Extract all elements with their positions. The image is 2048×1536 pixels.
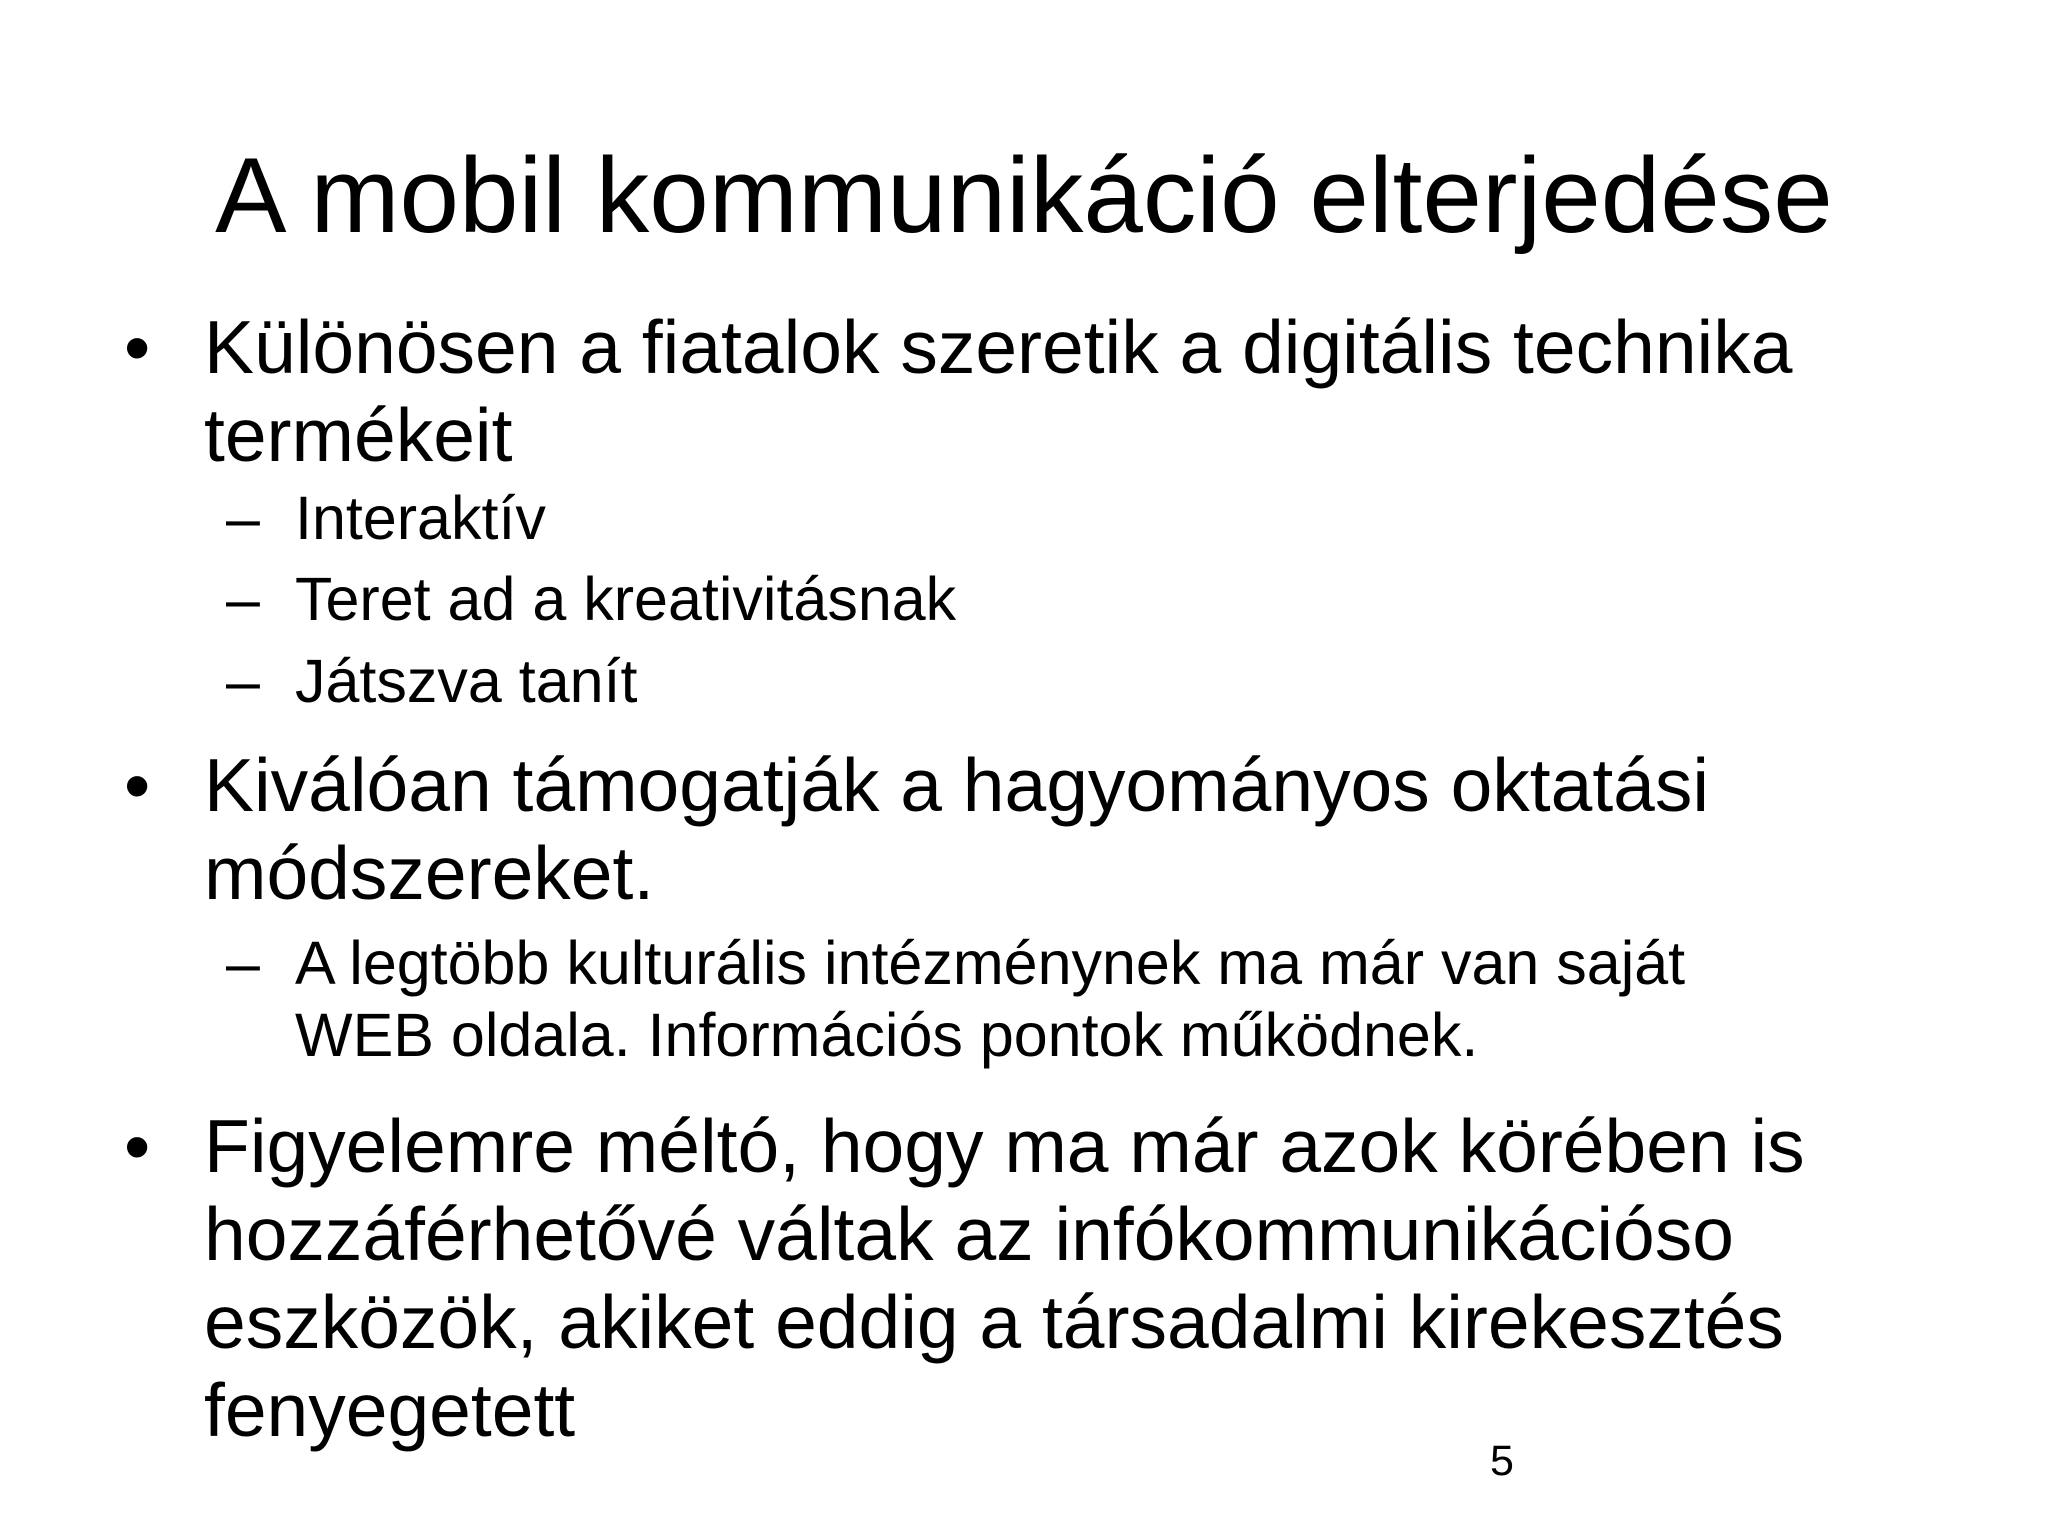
subbullet-marker: –: [226, 484, 260, 552]
subbullet-line: Interaktív: [295, 484, 546, 552]
subbullet-line: Játszva tanít: [295, 647, 638, 715]
bullet-marker: •: [124, 743, 151, 827]
subbullet-line: WEB oldala. Információs pontok működnek.: [295, 1001, 1479, 1069]
bullet-text: [204, 303, 1792, 479]
subbullet-text: [295, 645, 637, 717]
subbullet-marker: –: [226, 929, 260, 997]
subbullet-text: [295, 482, 546, 554]
bullet-line: fenyegetett: [204, 1368, 576, 1452]
bullet-line: módszereket.: [204, 831, 655, 915]
slide-page-number: 5: [1490, 1437, 1514, 1485]
bullet-line: Figyelemre méltó, hogy ma már azok körében is: [204, 1104, 1805, 1188]
subbullet-marker: –: [226, 647, 260, 715]
bullet-marker: •: [124, 305, 151, 389]
bullet-line: hozzáférhetővé váltak az infókommunikációso: [204, 1192, 1734, 1276]
bullet-line: termékeit: [204, 393, 513, 477]
bullet-marker: •: [124, 1104, 151, 1188]
bullet-line: Kiválóan támogatják a hagyományos oktatási: [204, 743, 1710, 827]
slide-title: A mobil kommunikáció elterjedése: [215, 135, 1833, 255]
bullet-text: [204, 741, 1709, 917]
bullet-text: [204, 1102, 1805, 1454]
subbullet-line: A legtöbb kulturális intézménynek ma már van saját: [295, 929, 1686, 997]
subbullet-line: Teret ad a kreativitásnak: [295, 565, 957, 633]
subbullet-text: [295, 927, 1685, 1071]
subbullet-marker: –: [226, 565, 260, 633]
subbullet-text: [295, 563, 956, 635]
bullet-line: Különösen a fiatalok szeretik a digitális technika: [204, 305, 1793, 389]
bullet-line: eszközök, akiket eddig a társadalmi kirekesztés: [204, 1280, 1784, 1364]
